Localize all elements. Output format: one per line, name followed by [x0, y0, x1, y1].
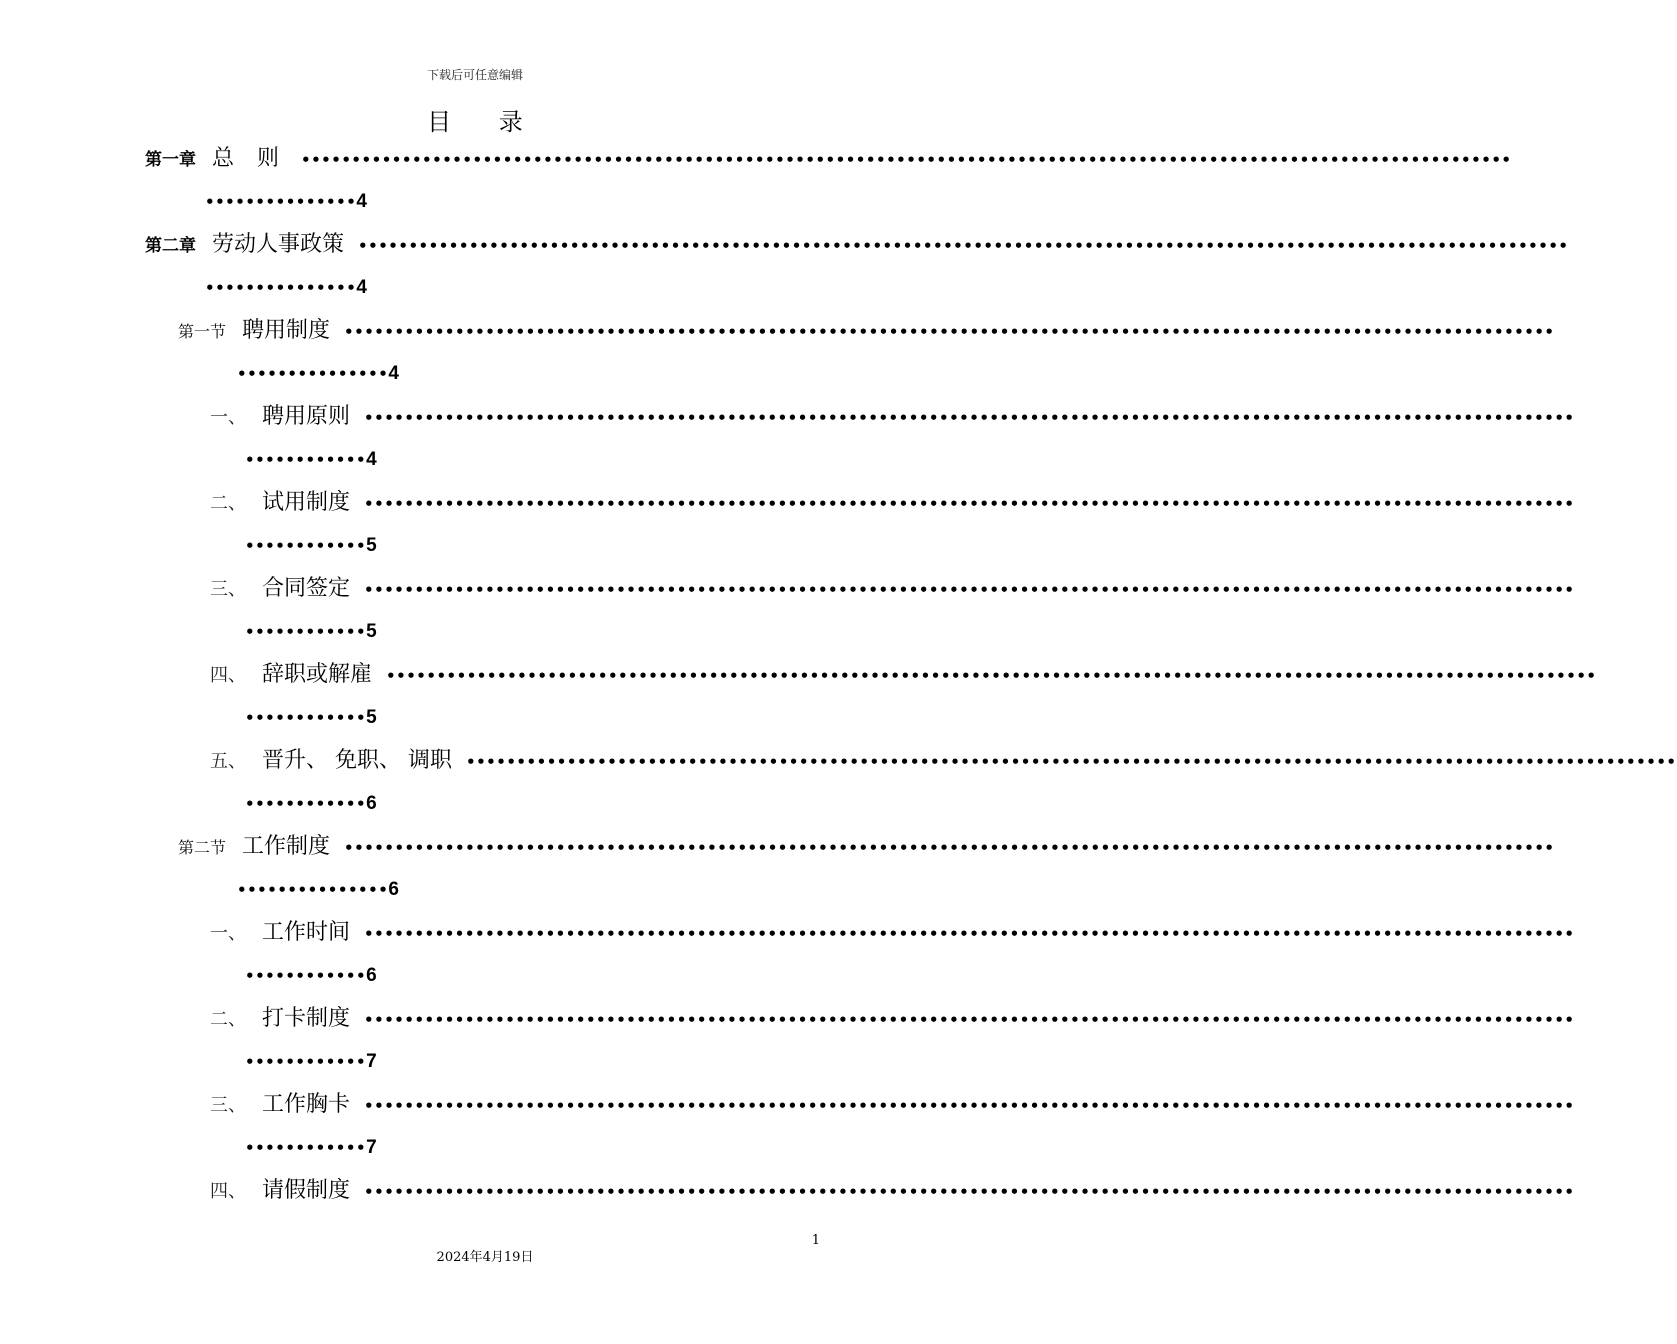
toc-entry[interactable] — [210, 655, 1597, 695]
toc-leader-dots: •••••••••••••••••••••••••••••••••••••••••••••••••••••••••••••••••••••••••••••••••••••••••••••••••••••••••••••••••••••••• — [364, 409, 1575, 427]
toc-page-line[interactable] — [245, 1047, 377, 1077]
toc-page-number: 4 — [366, 449, 377, 470]
toc-leader-dots: •••••••••••••••••••••••••••••••••••••••••••••••••••••••••••••••••••••••••••••••••••••••••••••••••••••••••••••••••••••••• — [364, 925, 1575, 943]
toc-entry-title: 聘用原则 — [262, 404, 351, 429]
toc-entry[interactable] — [210, 913, 1575, 953]
toc-entry[interactable] — [210, 999, 1575, 1039]
toc-leader-dots: •••••••••••• — [245, 451, 367, 469]
toc-entry[interactable] — [210, 397, 1575, 437]
toc-entry-number: 第二章 — [145, 236, 196, 256]
toc-entry[interactable] — [210, 569, 1575, 609]
toc-entry-title: 辞职或解雇 — [262, 662, 373, 687]
toc-leader-dots: •••••••••••••••••••••••••••••••••••••••••••••••••••••••••••••••••••••••••••••••••••••••••••••••••••••••••••••••••••••••• — [344, 839, 1555, 857]
toc-entry[interactable] — [145, 139, 1512, 179]
toc-leader-dots: •••••••••••••••••••••••••••••••••••••••••••••••••••••••••••••••••••••••••••••••••••••••••••••••••••••••••••••••••••••••• — [344, 323, 1555, 341]
toc-entry-number: 三、 — [210, 1095, 246, 1116]
toc-title: 目 录 — [427, 108, 543, 136]
toc-leader-dots: •••••••••••• — [245, 967, 367, 985]
toc-entry-number: 三、 — [210, 579, 246, 600]
toc-page-number: 4 — [356, 191, 367, 212]
toc-page-line[interactable] — [245, 961, 377, 991]
toc-page-number: 7 — [366, 1051, 377, 1072]
toc-page-number: 4 — [356, 277, 367, 298]
toc-page-number: 5 — [366, 707, 377, 728]
toc-leader-dots: ••••••••••••••• — [205, 193, 357, 211]
toc-leader-dots: •••••••••••••••••••••••••••••••••••••••••••••••••••••••••••••••••••••••••••••••••••••••••••••••••••••••••••••••••••••••• — [358, 237, 1569, 255]
toc-entry[interactable] — [210, 1085, 1575, 1125]
toc-leader-dots: •••••••••••••••••••••••••••••••••••••••••••••••••••••••••••••••••••••••••••••••••••••••••••••••••••••••••••••••••••••••• — [466, 753, 1677, 771]
toc-entry-title: 劳动人事政策 — [212, 232, 345, 257]
toc-entry-number: 五、 — [210, 751, 246, 772]
toc-page-line[interactable] — [245, 445, 377, 475]
toc-page-number: 5 — [366, 621, 377, 642]
toc-entry-number: 第一章 — [145, 150, 196, 170]
toc-entry-title: 工作制度 — [242, 834, 331, 859]
toc-leader-dots: •••••••••••• — [245, 623, 367, 641]
toc-leader-dots: •••••••••••••••••••••••••••••••••••••••••••••••••••••••••••••••••••••••••••••••••••••••••••••••••••••••••••••••••••••••• — [364, 1011, 1575, 1029]
toc-page-line[interactable] — [237, 875, 399, 905]
toc-leader-dots: •••••••••••••••••••••••••••••••••••••••••••••••••••••••••••••••••••••••••••••••••••••••••••••••••••••••••••••••••••••••• — [386, 667, 1597, 685]
toc-page-number: 5 — [366, 535, 377, 556]
toc-entry-title: 总 则 — [212, 146, 287, 171]
toc-entry[interactable] — [178, 311, 1555, 351]
toc-leader-dots: •••••••••••••••••••••••••••••••••••••••••••••••••••••••••••••••••••••••••••••••••••••••••••••••••••••••••••••••••••••••• — [364, 1097, 1575, 1115]
toc-page-line[interactable] — [245, 531, 377, 561]
toc-entry-number: 一、 — [210, 407, 246, 428]
toc-entry-title: 工作时间 — [262, 920, 351, 945]
toc-entry-title: 合同签定 — [262, 576, 351, 601]
toc-leader-dots: ••••••••••••••• — [205, 279, 357, 297]
toc-leader-dots: •••••••••••••••••••••••••••••••••••••••••••••••••••••••••••••••••••••••••••••••••••••••••••••••••••••••••••••••••••••••• — [364, 581, 1575, 599]
toc-page-line[interactable] — [205, 187, 367, 217]
toc-entry-number: 第二节 — [178, 838, 227, 857]
toc-leader-dots: •••••••••••• — [245, 537, 367, 555]
toc-leader-dots: •••••••••••••••••••••••••••••••••••••••••••••••••••••••••••••••••••••••••••••••••••••••••••••••••••••••••••••••••••••••• — [301, 151, 1512, 169]
toc-leader-dots: •••••••••••• — [245, 795, 367, 813]
toc-page-line[interactable] — [245, 703, 377, 733]
toc-leader-dots: •••••••••••••••••••••••••••••••••••••••••••••••••••••••••••••••••••••••••••••••••••••••••••••••••••••••••••••••••••••••• — [364, 1183, 1575, 1201]
toc-entry-title: 聘用制度 — [242, 318, 331, 343]
toc-page-line[interactable] — [245, 1133, 377, 1163]
toc-page-line[interactable] — [245, 789, 377, 819]
toc-entry-number: 一、 — [210, 923, 246, 944]
toc-page-number: 6 — [366, 965, 377, 986]
toc-leader-dots: •••••••••••••••••••••••••••••••••••••••••••••••••••••••••••••••••••••••••••••••••••••••••••••••••••••••••••••••••••••••• — [364, 495, 1575, 513]
toc-leader-dots: •••••••••••• — [245, 709, 367, 727]
toc-entry-number: 四、 — [210, 1181, 246, 1202]
page-number: 1 — [811, 1233, 820, 1248]
toc-entry-title: 晋升、 免职、 调职 — [262, 748, 452, 773]
toc-page-number: 7 — [366, 1137, 377, 1158]
toc-entry-title: 工作胸卡 — [262, 1092, 351, 1117]
toc-entry[interactable] — [210, 741, 1677, 781]
toc-entry-number: 第一节 — [178, 322, 227, 341]
toc-page-number: 4 — [388, 363, 399, 384]
toc-entry-number: 二、 — [210, 493, 246, 514]
toc-page-line[interactable] — [245, 617, 377, 647]
toc-leader-dots: •••••••••••• — [245, 1139, 367, 1157]
header-note: 下载后可任意编辑 — [426, 68, 523, 82]
toc-page-number: 6 — [388, 879, 399, 900]
toc-entry-title: 请假制度 — [262, 1178, 351, 1203]
toc-leader-dots: ••••••••••••••• — [237, 881, 389, 899]
toc-page-line[interactable] — [237, 359, 399, 389]
toc-entry[interactable] — [178, 827, 1555, 867]
toc-entry-number: 四、 — [210, 665, 246, 686]
toc-page-number: 6 — [366, 793, 377, 814]
toc-leader-dots: ••••••••••••••• — [237, 365, 389, 383]
toc-entry[interactable] — [210, 1171, 1575, 1211]
toc-entry-title: 打卡制度 — [262, 1006, 351, 1031]
toc-entry[interactable] — [145, 225, 1569, 265]
toc-entry[interactable] — [210, 483, 1575, 523]
toc-entry-number: 二、 — [210, 1009, 246, 1030]
footer-date: 2024年4月19日 — [436, 1250, 534, 1265]
toc-leader-dots: •••••••••••• — [245, 1053, 367, 1071]
toc-entry-title: 试用制度 — [262, 490, 351, 515]
toc-page-line[interactable] — [205, 273, 367, 303]
